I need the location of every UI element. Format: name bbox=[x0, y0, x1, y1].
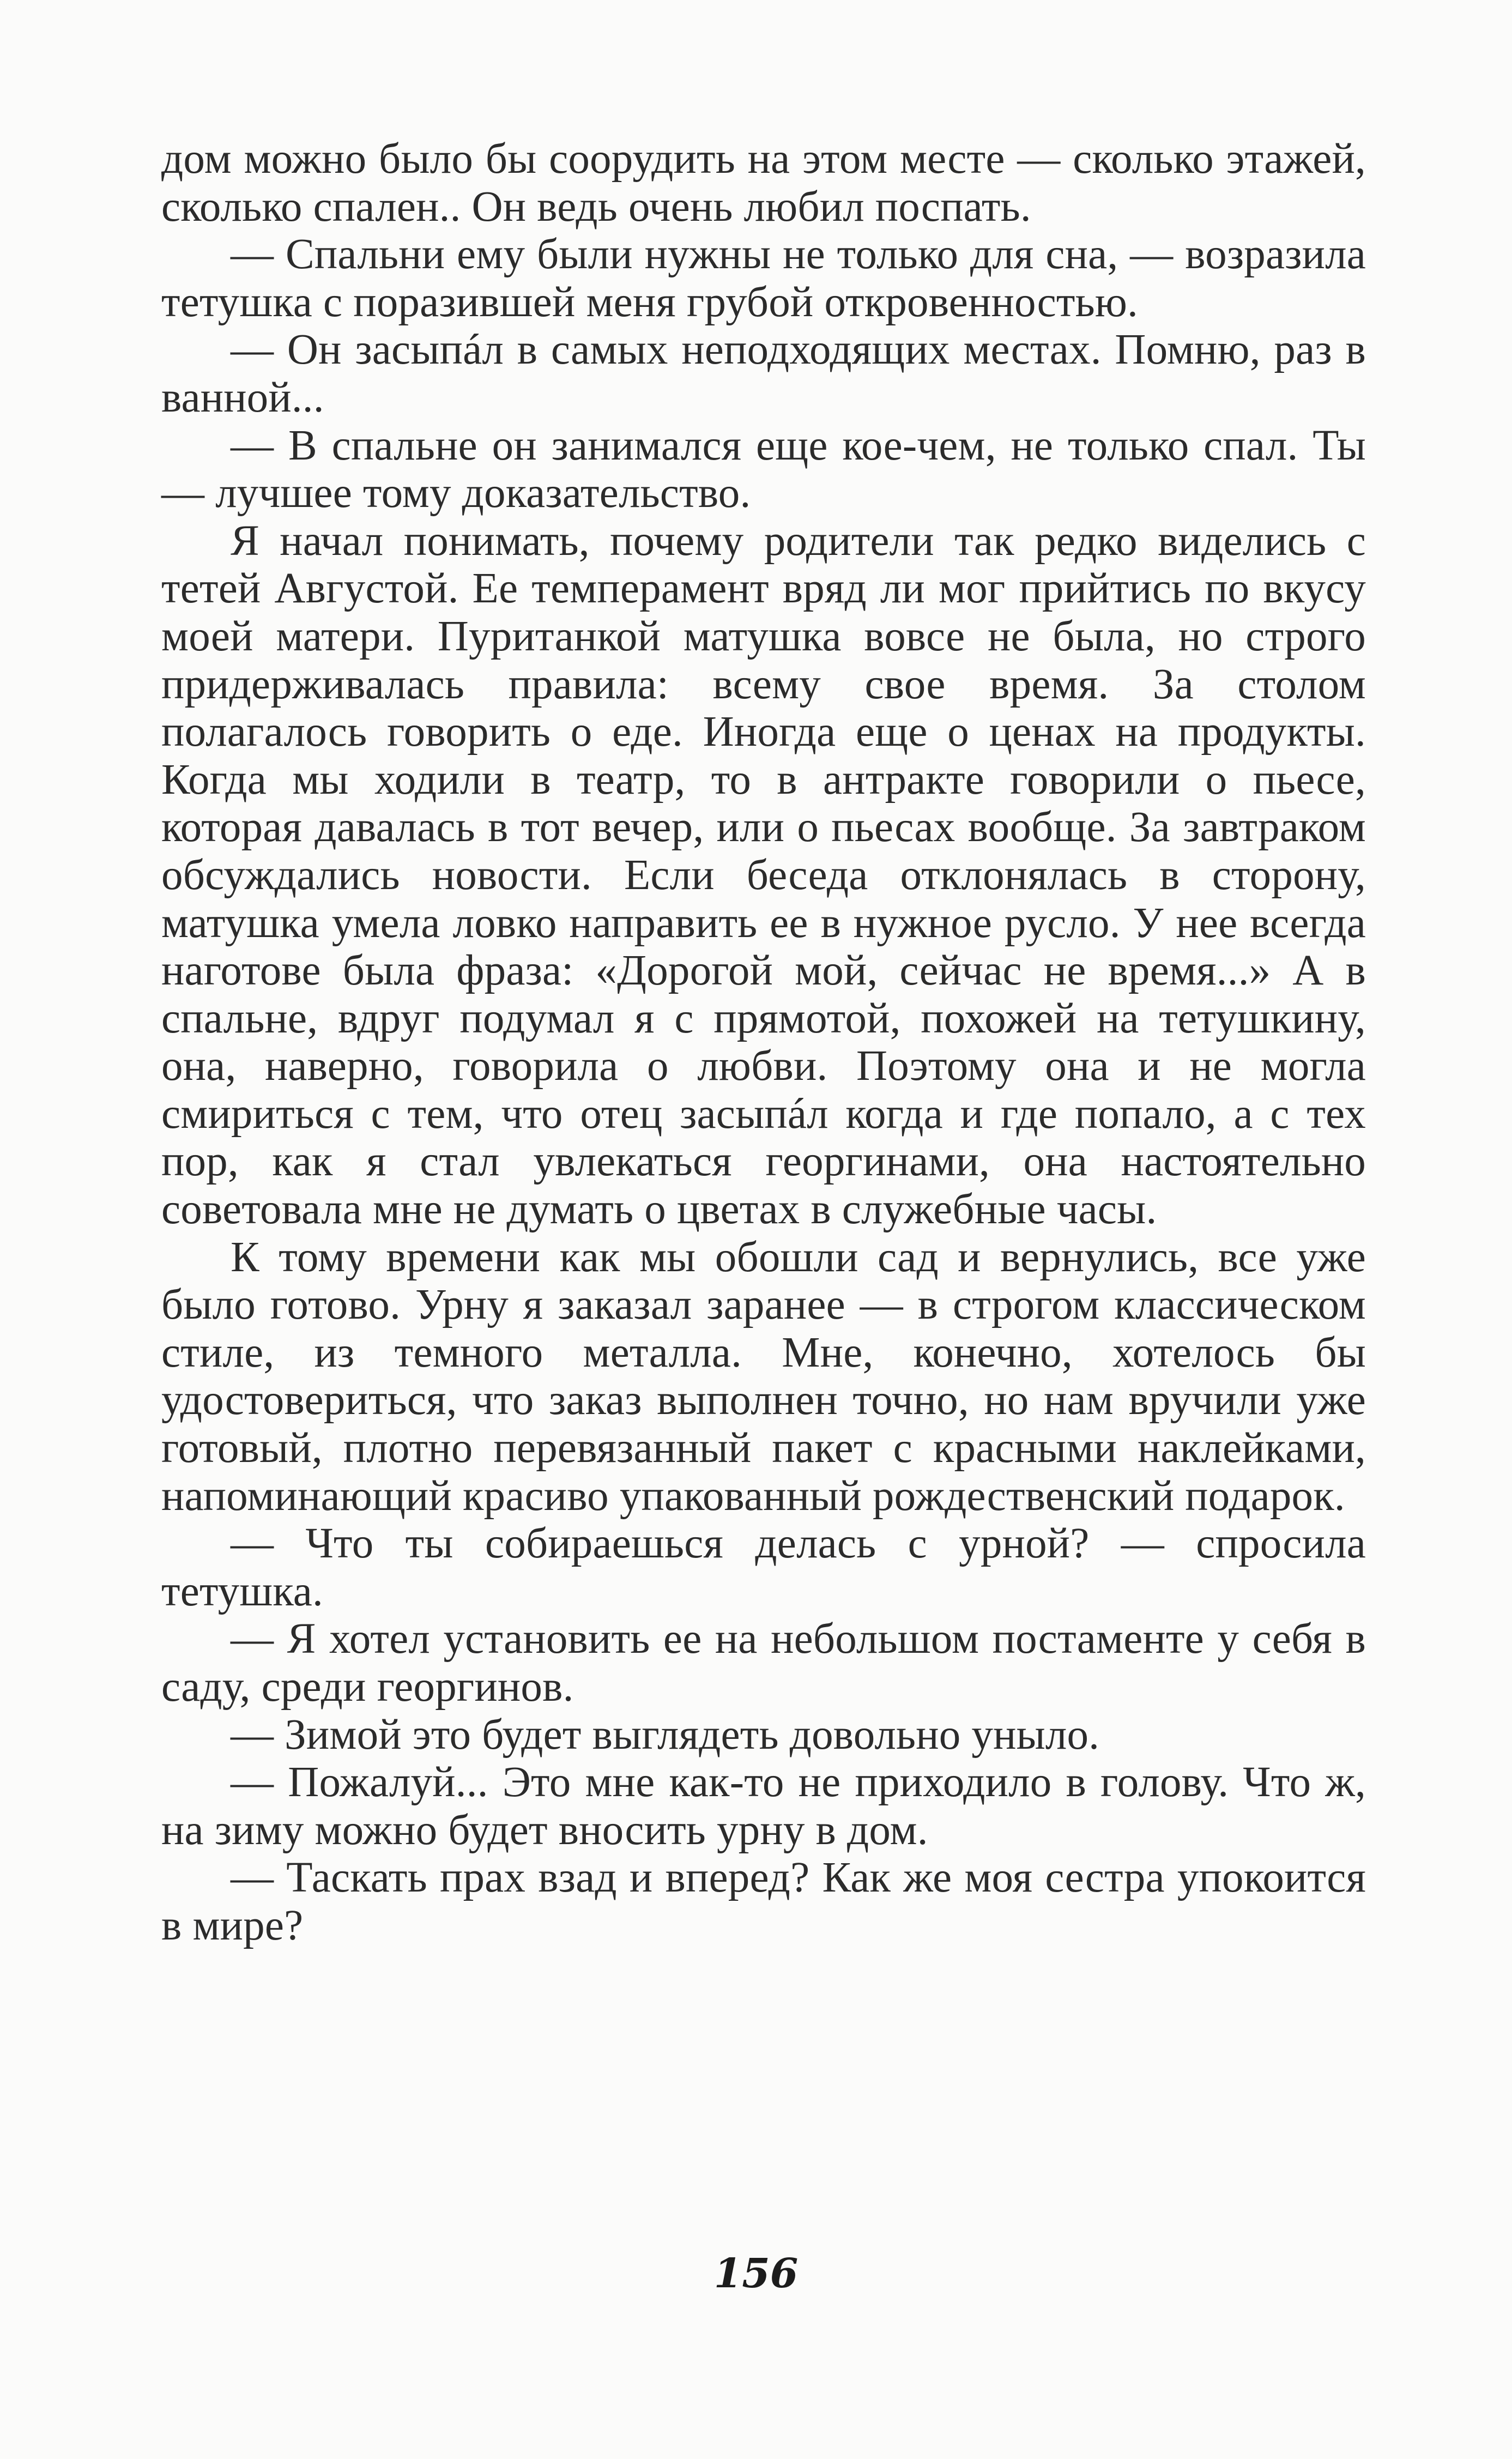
body-text bbox=[161, 135, 1366, 1950]
page-number: 156 bbox=[713, 2250, 799, 2297]
paragraph: дом можно было бы соорудить на этом месте — сколько этажей, сколько спален.. Он ведь очень любил поспать. bbox=[161, 135, 1366, 231]
paragraph: — Он засыпáл в самых неподходящих местах. Помню, раз в ванной... bbox=[161, 326, 1366, 421]
paragraph: — В спальне он занимался еще кое-чем, не только спал. Ты — лучшее тому доказательство. bbox=[161, 421, 1366, 517]
paragraph: — Что ты собираешься делась с урной? — спросила тетушка. bbox=[161, 1520, 1366, 1615]
paragraph: — Зимой это будет выглядеть довольно уныло. bbox=[231, 1711, 1100, 1759]
paragraph: — Я хотел установить ее на небольшом постаменте у себя в саду, среди георгинов. bbox=[161, 1615, 1366, 1711]
paragraph: Я начал понимать, почему родители так редко виделись с тетей Августой. Ее темперамент вряд ли мог прийтись по вкусу моей матери. Пуританкой матушка вовсе не была, но строго придерживалась правила: всему свое время. За столом полагалось говорить о еде. Иногда еще о ценах на продукты. Когда мы ходили в театр, то в антракте говорили о пьесе, которая давалась в тот вечер, или о пьесах вообще. За завтраком обсуждались новости. Если беседа отклонялась в сторону, матушка умела ловко направить ее в нужное русло. У нее всегда наготове была фраза: «Дорогой мой, сейчас не время...» А в спальне, вдруг подумал я с прямотой, похожей на тетушкину, она, наверно, говорила о любви. Поэтому она и не могла смириться с тем, что отец засыпáл когда и где попало, а с тех пор, как я стал увлекаться георгинами, она настоятельно советовала мне не думать о цветах в служебные часы. bbox=[161, 517, 1366, 1234]
paragraph: — Таскать прах взад и вперед? Как же моя сестра упокоится в мире? bbox=[161, 1854, 1366, 1949]
paragraph: — Пожалуй... Это мне как-то не приходило в голову. Что ж, на зиму можно будет вносить урну в дом. bbox=[161, 1759, 1366, 1854]
paragraph: — Спальни ему были нужны не только для сна, — возразила тетушка с поразившей меня грубой откровенностью. bbox=[161, 231, 1366, 326]
paragraph: К тому времени как мы обошли сад и вернулись, все уже было готово. Урну я заказал заранее — в строгом классическом стиле, из темного металла. Мне, конечно, хотелось бы удостовериться, что заказ выполнен точно, но нам вручили уже готовый, плотно перевязанный пакет с красными наклейками, напоминающий красиво упакованный рождественский подарок. bbox=[161, 1233, 1366, 1520]
